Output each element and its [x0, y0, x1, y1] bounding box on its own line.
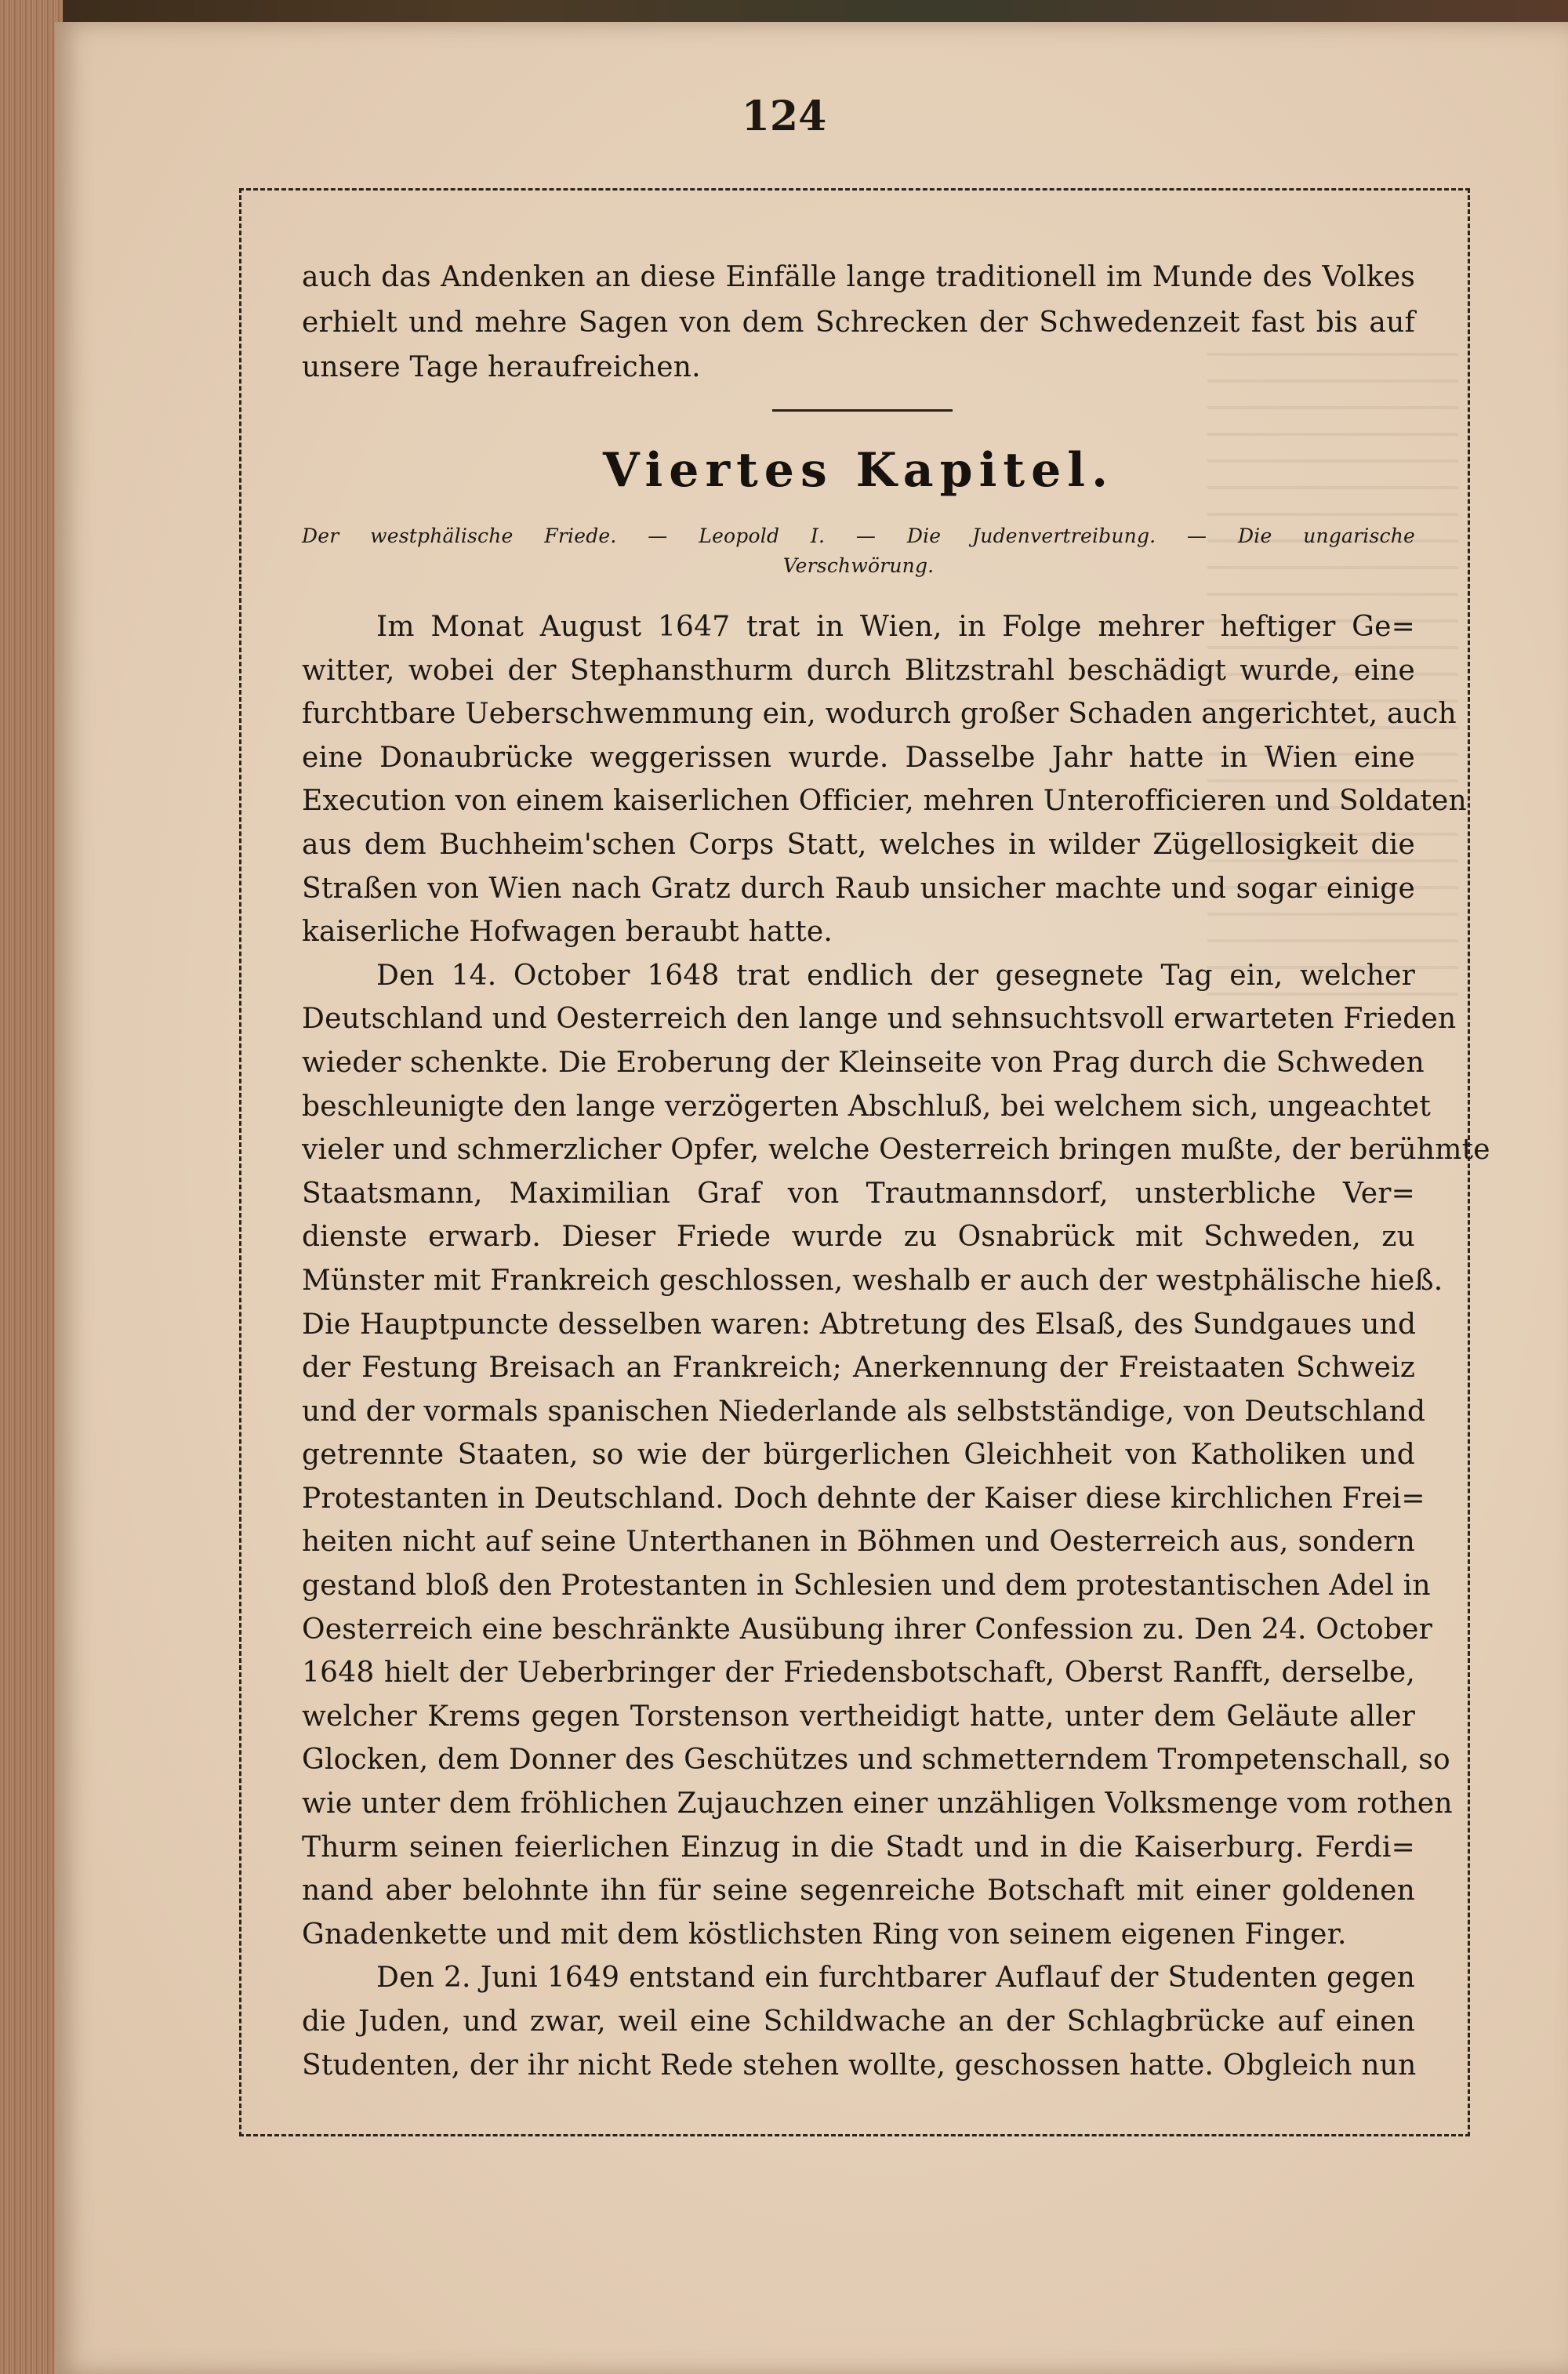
body-line: wie unter dem fröhlichen Zujauchzen einer unzähligen Volksmenge vom rothen [302, 1788, 1453, 1820]
summary-line: Verschwörung. [782, 554, 935, 577]
body-line: Execution von einem kaiserlichen Officier, mehren Unterofficieren und Soldaten [302, 785, 1467, 818]
page-number: 124 [741, 93, 827, 140]
body-line: wieder schenkte. Die Eroberung der Kleinseite von Prag durch die Schweden [302, 1046, 1425, 1079]
body-line: Münster mit Frankreich geschlossen, weshalb er auch der westphälische hieß. [302, 1264, 1443, 1297]
body-line: Deutschland und Oesterreich den lange und sehnsuchtsvoll erwarteten Frieden [302, 1003, 1457, 1036]
body-line: vieler und schmerzlicher Opfer, welche Oesterreich bringen mußte, der berühmte [302, 1134, 1490, 1167]
body-line: furchtbare Ueberschwemmung ein, wodurch großer Schaden angerichtet, auch [302, 698, 1457, 731]
chapter-title: Viertes Kapitel. [603, 443, 1114, 498]
body-line: Staatsmann, Maximilian Graf von Trautmannsdorf, unsterbliche Ver= [302, 1177, 1415, 1210]
body-line: witter, wobei der Stephansthurm durch Blitzstrahl beschädigt wurde, eine [302, 654, 1415, 687]
body-line: welcher Krems gegen Torstenson vertheidigt hatte, unter dem Geläute aller [302, 1700, 1415, 1733]
body-line: 1648 hielt der Ueberbringer der Friedensbotschaft, Oberst Ranfft, derselbe, [302, 1657, 1415, 1690]
body-line: Studenten, der ihr nicht Rede stehen wollte, geschossen hatte. Obgleich nun [302, 2049, 1417, 2082]
body-line: getrennte Staaten, so wie der bürgerlichen Gleichheit von Katholiken und [302, 1439, 1415, 1472]
body-line: nand aber belohnte ihn für seine segenreiche Botschaft mit einer goldenen [302, 1875, 1415, 1908]
opening-paragraph [302, 255, 1415, 390]
section-divider [772, 409, 953, 412]
body-line: und der vormals spanischen Niederlande als selbstständige, von Deutschland [302, 1395, 1426, 1428]
body-line: Den 2. Juni 1649 entstand ein furchtbarer Auflauf der Studenten gegen [376, 1962, 1415, 1995]
opening-line: erhielt und mehre Sagen von dem Schrecken der Schwedenzeit fast bis auf [302, 306, 1415, 339]
body-line: heiten nicht auf seine Unterthanen in Böhmen und Oesterreich aus, sondern [302, 1526, 1415, 1559]
body-line: Protestanten in Deutschland. Doch dehnte der Kaiser diese kirchlichen Frei= [302, 1482, 1425, 1515]
body-line: die Juden, und zwar, weil eine Schildwache an der Schlagbrücke auf einen [302, 2006, 1415, 2038]
opening-line: unsere Tage heraufreichen. [302, 351, 701, 384]
body-line: gestand bloß den Protestanten in Schlesien und dem protestantischen Adel in [302, 1570, 1431, 1603]
body-line: Im Monat August 1647 trat in Wien, in Folge mehrer heftiger Ge= [376, 611, 1415, 643]
body-line: Oesterreich eine beschränkte Ausübung ihrer Confession zu. Den 24. October [302, 1613, 1433, 1646]
summary-line: Der westphälische Friede. — Leopold I. — Die Judenvertreibung. — Die ungarische [302, 525, 1415, 547]
body-line: der Festung Breisach an Frankreich; Anerkennung der Freistaaten Schweiz [302, 1352, 1415, 1385]
body-line: Gnadenkette und mit dem köstlichsten Ring von seinem eigenen Finger. [302, 1918, 1347, 1951]
page-stack-edge [0, 0, 63, 2374]
opening-line: auch das Andenken an diese Einfälle lange traditionell im Munde des Volkes [302, 261, 1415, 293]
body-line: Die Hauptpuncte desselben waren: Abtretung des Elsaß, des Sundgaues und [302, 1308, 1417, 1341]
body-line: Glocken, dem Donner des Geschützes und schmetterndem Trompetenschall, so [302, 1744, 1450, 1777]
body-line: beschleunigte den lange verzögerten Abschluß, bei welchem sich, ungeachtet [302, 1090, 1431, 1123]
body-line: kaiserliche Hofwagen beraubt hatte. [302, 916, 833, 949]
body-line: Straßen von Wien nach Gratz durch Raub unsicher machte und sogar einige [302, 872, 1415, 905]
body-line: dienste erwarb. Dieser Friede wurde zu Osnabrück mit Schweden, zu [302, 1221, 1415, 1254]
chapter-summary [302, 521, 1415, 581]
body-line: Thurm seinen feierlichen Einzug in die Stadt und in die Kaiserburg. Ferdi= [302, 1831, 1415, 1864]
body-line: eine Donaubrücke weggerissen wurde. Dasselbe Jahr hatte in Wien eine [302, 741, 1415, 774]
body-line: aus dem Buchheim'schen Corps Statt, welches in wilder Zügellosigkeit die [302, 828, 1415, 861]
chapter-body [302, 605, 1490, 2087]
body-line: Den 14. October 1648 trat endlich der gesegnete Tag ein, welcher [376, 959, 1415, 992]
